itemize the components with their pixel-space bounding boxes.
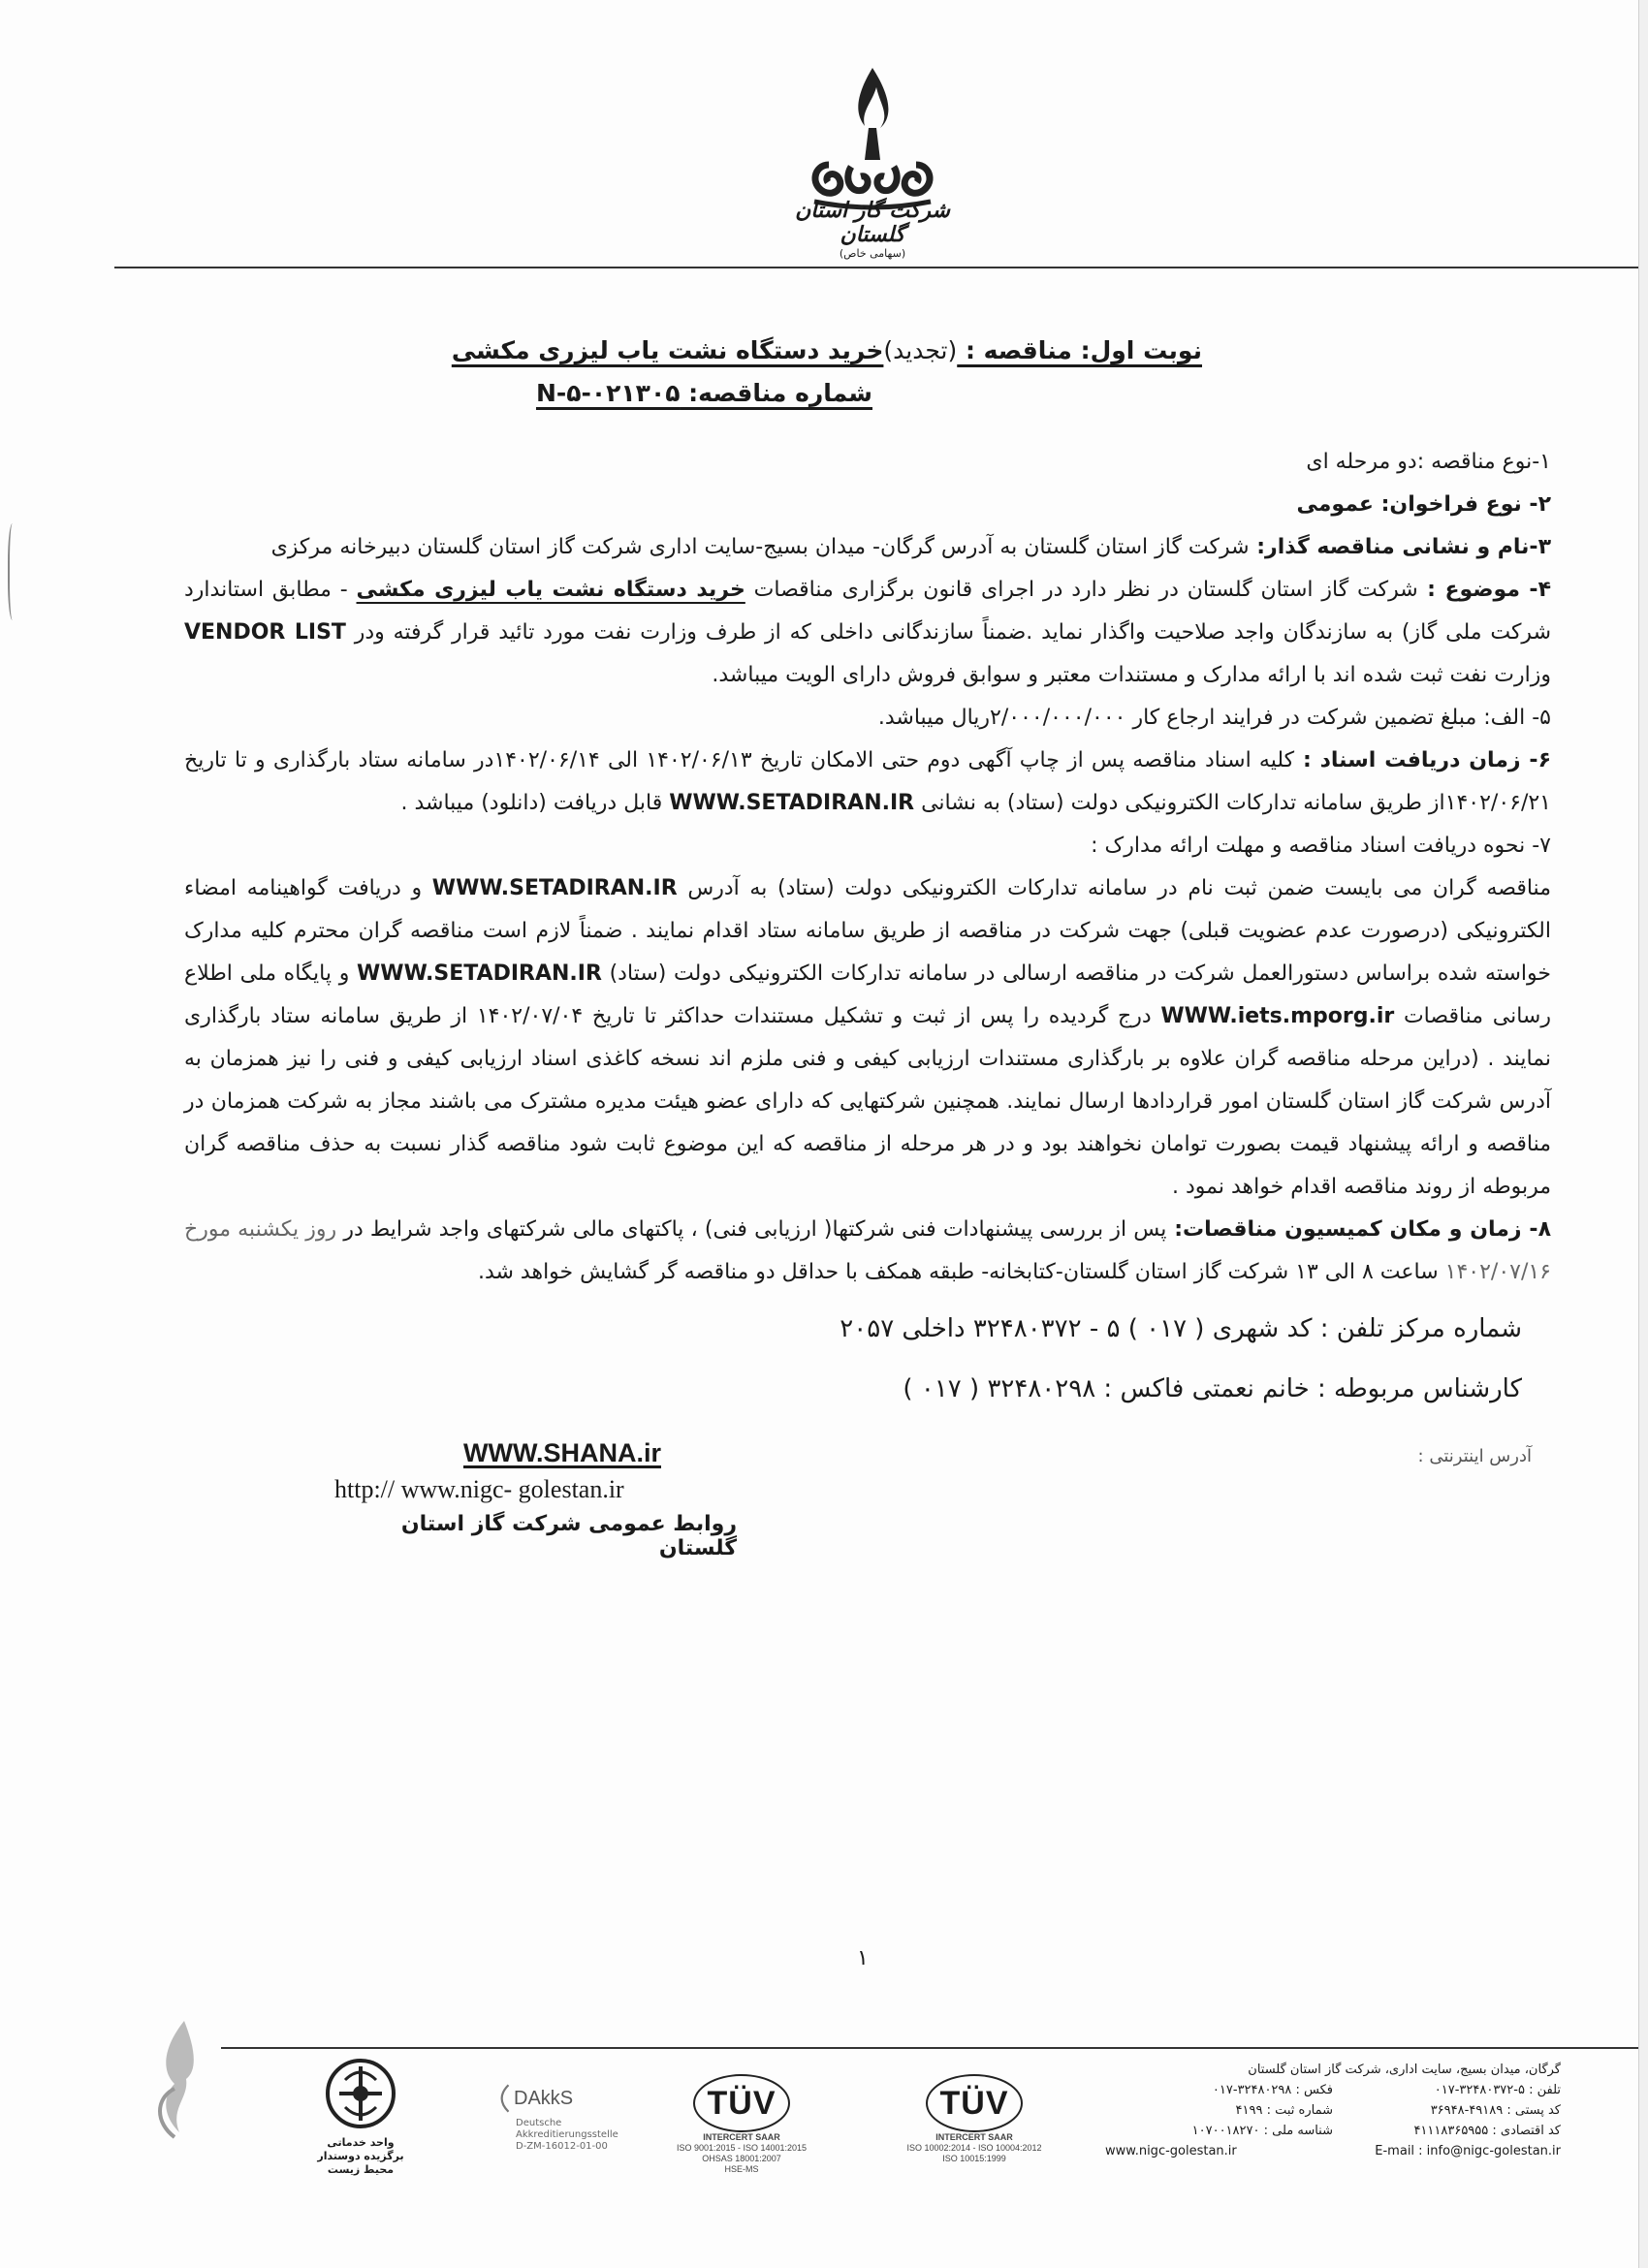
item-2-value: عمومی	[1296, 492, 1374, 517]
tuv1-iso3: HSE-MS	[724, 2164, 759, 2174]
vendor-list: VENDOR LIST	[184, 620, 346, 645]
environment-emblem-icon	[322, 2055, 399, 2132]
environment-emblem-caption: واحد خدماتی برگزیده دوستدار محیط زیست	[317, 2136, 404, 2176]
shana-link[interactable]: WWW.SHANA.ir	[463, 1438, 661, 1467]
footer-row-4	[1105, 2141, 1561, 2161]
title-line-1	[388, 330, 1202, 372]
footer-divider	[221, 2047, 1638, 2049]
footer-fax: فکس : ۳۲۴۸۰۲۹۸-۰۱۷	[1212, 2083, 1333, 2097]
setadiran-link-2[interactable]: WWW.SETADIRAN.IR	[431, 876, 678, 900]
tender-number: N-۵-۰۲۱۳۰۵	[535, 379, 681, 407]
logo-company-type: (سهامی خاص)	[839, 247, 906, 260]
item-7-text-c: و پایگاه ملی اطلاع رسانی مناقصات	[184, 961, 1551, 1028]
footer-national: شناسه ملی : ۱۰۷۰۰۱۸۲۷۰	[1191, 2124, 1333, 2138]
footer-flame-logo-icon	[136, 2016, 223, 2142]
item-4-text-a: شرکت گاز استان گلستان در نظر دارد در اجرای قانون برگزاری مناقصات	[745, 578, 1418, 602]
footer-address	[1105, 2060, 1561, 2161]
item-6-label: ۶- زمان دریافت اسناد :	[1294, 748, 1551, 772]
title-line-2	[388, 372, 1202, 415]
setadiran-link-1[interactable]: WWW.SETADIRAN.IR	[669, 791, 915, 815]
dakks-certificate	[492, 2079, 628, 2153]
item-8-text-a: پس از بررسی پیشنهادات فنی شرکتها( ارزیابی فنی) ، پاکتهای مالی شرکتهای واجد شرایط در	[336, 1217, 1167, 1242]
header-divider	[114, 267, 1638, 268]
item-4-text-b: - مطابق استاندارد شرکت ملی گاز) به سازندگان واجد صلاحیت واگذار نماید .ضمناً سازندگانی داخلی که از طرف وزارت نفت مورد تائید قرار گرفته ودر	[184, 578, 1551, 645]
footer-row-3	[1105, 2121, 1561, 2141]
item-1: ۱-نوع مناقصه :دو مرحله ای	[1306, 450, 1551, 474]
item-8-date: روز یکشنبه مورخ ۱۴۰۲/۰۷/۱۶	[184, 1217, 1551, 1284]
item-7-title: ۷- نحوه دریافت اسناد مناقصه و مهلت ارائه مدارک :	[1091, 834, 1551, 858]
setadiran-link-3[interactable]: WWW.SETADIRAN.IR	[357, 961, 602, 986]
nigc-link[interactable]: http:// www.nigc- golestan.ir	[334, 1475, 624, 1503]
item-7	[184, 867, 1551, 1209]
item-6-text-b: قابل دریافت (دانلود) میباشد .	[400, 791, 670, 815]
item-7-text-b: و دریافت گواهینامه امضاء الکترونیکی (درصورت عدم عضویت قبلی) جهت شرکت در مناقصه از طریق سامانه ستاد اقدام نمایند . ضمناً لازم است مناقصه گران محترم کلیه مدارک خواسته شده براساس دستورالعمل شرکت در مناقصه ارسالی در سامانه تدارکات الکترونیکی دولت (ستاد)	[184, 876, 1551, 986]
tuv-sub-1: INTERCERT SAAR	[703, 2132, 780, 2142]
dakks-name: DAkkS	[514, 2087, 574, 2109]
dakks-sub2: Akkreditierungsstelle	[516, 2129, 618, 2140]
tuv-ring-icon	[926, 2074, 1023, 2132]
title-prefix: نوبت اول: مناقصه :	[957, 336, 1202, 364]
item-3-value: شرکت گاز استان گلستان به آدرس گرگان- میدان بسیج-سایت اداری شرکت گاز استان گلستان دبیرخانه مرکزی	[270, 535, 1250, 559]
footer-reg: شماره ثبت : ۴۱۹۹	[1235, 2103, 1333, 2118]
item-4	[184, 569, 1551, 697]
tuv-name-1: TÜV	[707, 2084, 776, 2122]
tuv-name-2: TÜV	[939, 2084, 1009, 2122]
tuv1-iso2: OHSAS 18001:2007	[702, 2154, 781, 2163]
tender-number-label: شماره مناقصه:	[680, 379, 872, 407]
page-number: ۱	[857, 1946, 869, 1970]
footer-postal: کد پستی : ۴۹۱۸۹-۳۶۹۴۸	[1430, 2103, 1561, 2118]
item-8-text-b: ساعت ۸ الی ۱۳ شرکت گاز استان گلستان-کتابخانه- طبقه همکف با حداقل دو مناقصه گر گشایش خواهد شد.	[477, 1260, 1445, 1284]
tender-body	[184, 441, 1551, 1294]
expert-line: کارشناس مربوطه : خانم نعمتی فاکس : ۳۲۴۸۰۲۹۸ ( ۰۱۷ )	[903, 1374, 1522, 1403]
item-3-label: ۳-نام و نشانی مناقصه گذار:	[1249, 535, 1551, 559]
tuv-sub-2: INTERCERT SAAR	[935, 2132, 1013, 2142]
item-2	[184, 484, 1551, 526]
title-subject: خرید دستگاه نشت یاب لیزری مکشی	[451, 336, 884, 364]
dakks-bracket-icon	[492, 2079, 514, 2118]
tuv1-iso1: ISO 9001:2015 - ISO 14001:2015	[676, 2143, 808, 2153]
item-5: ۵- الف: مبلغ تضمین شرکت در فرایند ارجاع کار ۲/۰۰۰/۰۰۰/۰۰۰ریال میباشد.	[877, 706, 1551, 730]
item-2-label: ۲- نوع فراخوان:	[1373, 492, 1551, 517]
page-edge	[1638, 0, 1648, 2268]
punch-hole-mark	[8, 523, 19, 620]
item-7-text-d: درج گردیده را پس از ثبت و تشکیل مستندات حداکثر تا تاریخ ۱۴۰۲/۰۷/۰۴ از طریق سامانه ستاد بارگذاری نمایند . (دراین مرحله مناقصه گران علاوه بر بارگذاری مستندات ارزیابی کیفی و فنی ملزم اند نسخه کاغذی اسناد ارزیابی کیفی و فنی را نیز همزمان به آدرس شرکت گاز استان گلستان امور قراردادها ارسال نمایند. همچنین شرکتهایی که دارای عضو هیئت مدیره مشترک می باشند مجاز به شرکت همزمان در مناقصه و ارائه پیشنهاد قیمت بصورت توامان نخواهند بود و در هر مرحله از مناقصه که این موضوع ثابت شود مناقصه گذار نسبت به حذف مناقصه گران مربوطه از روند مناقصه اقدام خواهد نمود .	[184, 1004, 1551, 1199]
tuv2-iso2: ISO 10015:1999	[942, 2154, 1006, 2163]
logo-company-name: شرکت گاز استان گلستان	[795, 199, 950, 247]
iets-link[interactable]: WWW.iets.mporg.ir	[1160, 1004, 1395, 1028]
environment-emblem	[312, 2055, 409, 2177]
item-4-label: ۴- موضوع :	[1417, 578, 1551, 602]
item-6-text-a: کلیه اسناد مناقصه پس از چاپ آگهی دوم حتی الامکان تاریخ ۱۴۰۲/۰۶/۱۳ الی ۱۴۰۲/۰۶/۱۴در سامانه ستاد بارگذاری و تا تاریخ ۱۴۰۲/۰۶/۲۱از طریق سامانه تدارکات الکترونیکی دولت (ستاد) به نشانی	[184, 748, 1551, 815]
item-4-text-c: وزارت نفت ثبت شده اند با ارائه مدارک و مستندات معتبر و سوابق فروش دارای الویت میباشد.	[712, 663, 1551, 687]
contact-block	[669, 1299, 1522, 1419]
footer-row-2	[1105, 2100, 1561, 2121]
tuv-ring-icon	[693, 2074, 790, 2132]
item-8	[184, 1209, 1551, 1294]
footer-address-line: گرگان، میدان بسیج، سایت اداری، شرکت گاز استان گلستان	[1248, 2063, 1561, 2077]
tuv2-iso1: ISO 10002:2014 - ISO 10004:2012	[906, 2143, 1042, 2153]
title-renew: (تجدید)	[883, 336, 958, 364]
footer-site[interactable]: www.nigc-golestan.ir	[1105, 2144, 1237, 2158]
phone-line: شماره مرکز تلفن : کد شهری ( ۰۱۷ ) ۵ - ۳۲۴۸۰۳۷۲ داخلی ۲۰۵۷	[840, 1314, 1522, 1343]
footer-email[interactable]: E-mail : info@nigc-golestan.ir	[1375, 2144, 1561, 2158]
dakks-sub1: Deutsche	[516, 2118, 562, 2128]
item-7-text-a: مناقصه گران می بایست ضمن ثبت نام در سامانه تدارکات الکترونیکی دولت (ستاد) به آدرس	[677, 876, 1551, 900]
footer-row-1	[1105, 2080, 1561, 2100]
footer-tel: تلفن : ۵-۳۲۴۸۰۳۷۲-۰۱۷	[1434, 2083, 1561, 2097]
dakks-sub3: D-ZM-16012-01-00	[516, 2141, 608, 2152]
tuv-certificate-2	[902, 2074, 1047, 2164]
item-3	[184, 526, 1551, 569]
public-relations-signature: روابط عمومی شرکت گاز استان گلستان	[400, 1512, 737, 1560]
tender-title	[388, 330, 1202, 415]
tuv-certificate-1	[669, 2074, 814, 2175]
footer-econ: کد اقتصادی : ۴۱۱۱۸۳۶۵۹۵۵	[1413, 2124, 1561, 2138]
item-8-label: ۸- زمان و مکان کمیسیون مناقصات:	[1166, 1217, 1551, 1242]
item-6	[184, 740, 1551, 825]
item-4-subject: خرید دستگاه نشت یاب لیزری مکشی	[356, 578, 745, 602]
web-address-label: آدرس اینترنتی :	[1417, 1446, 1532, 1466]
